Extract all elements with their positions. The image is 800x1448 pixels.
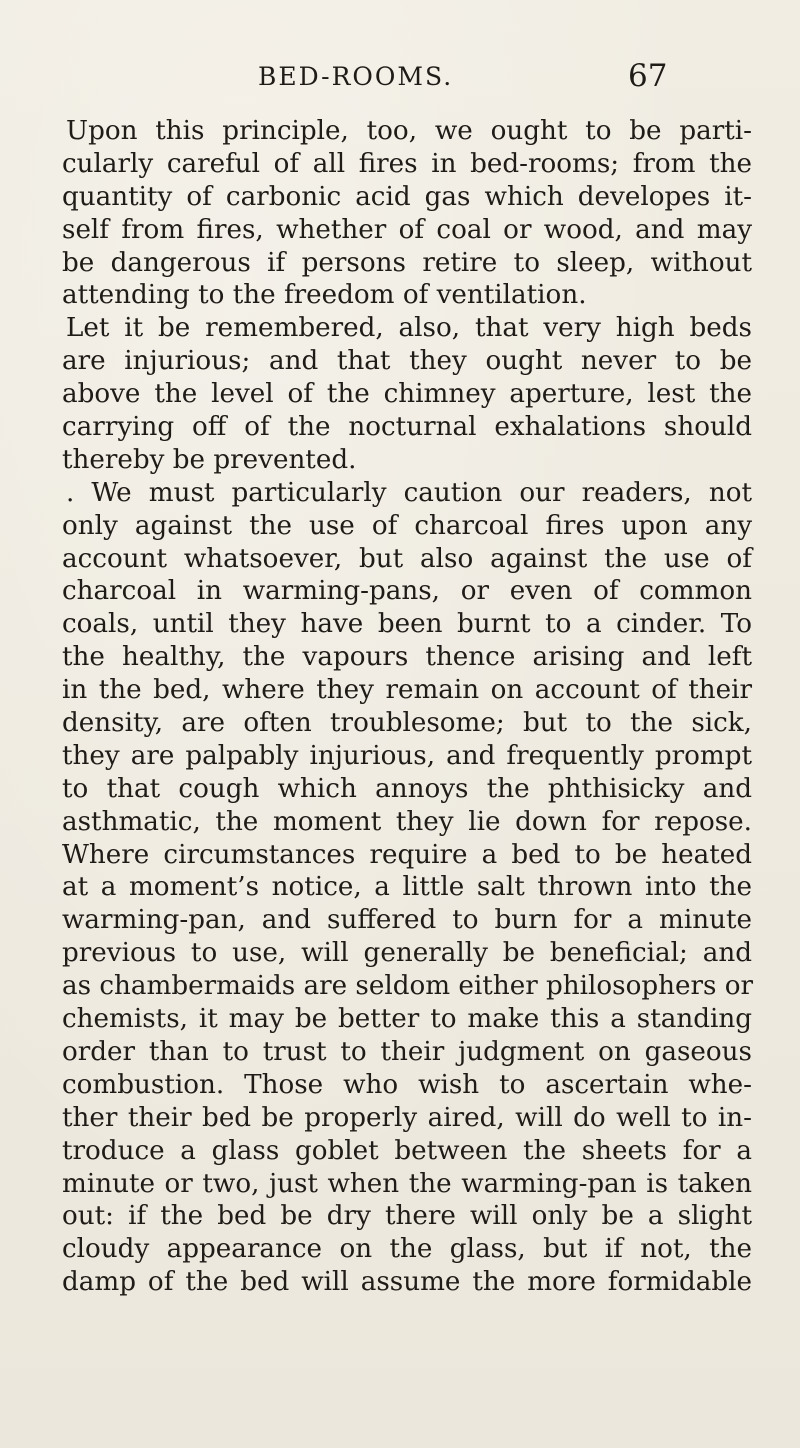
text-line: warming-pan, and suffered to burn for a minute	[62, 905, 752, 936]
text-line: previous to use, will generally be beneficial; and	[62, 938, 752, 969]
text-line: Where circumstances require a bed to be heated	[62, 839, 752, 870]
text-line: coals, until they have been burnt to a cinder. To	[62, 609, 752, 640]
text-line: Let it be remembered, also, that very high beds	[66, 313, 752, 344]
text-line: self from fires, whether of coal or wood, and may	[62, 214, 752, 245]
text-line: only against the use of charcoal fires upon any	[62, 510, 752, 541]
text-line: Upon this principle, too, we ought to be parti-	[66, 116, 752, 146]
text-line: charcoal in warming-pans, or even of common	[62, 576, 752, 607]
text-line: they are palpably injurious, and frequently prompt	[62, 740, 752, 771]
text-line: order than to trust to their judgment on gaseous	[62, 1036, 752, 1067]
text-line: thereby be prevented.	[62, 444, 357, 475]
text-line: density, are often troublesome; but to the sick,	[62, 708, 752, 739]
running-head: BED-ROOMS.	[258, 62, 454, 91]
text-line: be dangerous if persons retire to sleep, without	[62, 247, 752, 278]
text-line: in the bed, where they remain on account of their	[62, 675, 752, 706]
text-line: quantity of carbonic acid gas which developes it-	[62, 181, 752, 212]
page-header	[0, 60, 800, 100]
text-line: above the level of the chimney aperture, lest the	[62, 379, 752, 410]
text-line: asthmatic, the moment they lie down for repose.	[62, 806, 752, 837]
text-line: damp of the bed will assume the more formidable	[62, 1267, 752, 1298]
text-line: at a moment’s notice, a little salt thrown into the	[62, 872, 752, 903]
text-line: . We must particularly caution our readers, not	[66, 477, 752, 508]
text-line: ther their bed be properly aired, will do well to in-	[62, 1102, 752, 1133]
body-text	[62, 115, 752, 1299]
text-line: account whatsoever, but also against the use of	[62, 543, 752, 574]
text-line: cloudy appearance on the glass, but if not, the	[62, 1234, 752, 1265]
text-line: out: if the bed be dry there will only be a slight	[62, 1201, 752, 1232]
text-line: the healthy, the vapours thence arising and left	[62, 642, 752, 673]
text-line: attending to the freedom of ventilation.	[62, 280, 587, 311]
text-line: are injurious; and that they ought never to be	[62, 346, 752, 377]
text-line: troduce a glass goblet between the sheets for a	[62, 1135, 752, 1166]
text-line: chemists, it may be better to make this a standing	[62, 1004, 752, 1035]
text-line: carrying off of the nocturnal exhalations should	[62, 412, 752, 443]
text-line: to that cough which annoys the phthisicky and	[62, 773, 752, 804]
text-line: cularly careful of all fires in bed-rooms; from the	[62, 148, 752, 179]
text-line: minute or two, just when the warming-pan is taken	[62, 1168, 752, 1199]
page-number: 67	[628, 58, 668, 94]
text-line: as chambermaids are seldom either philosophers or	[62, 971, 754, 1002]
text-line: combustion. Those who wish to ascertain whe-	[62, 1069, 752, 1100]
